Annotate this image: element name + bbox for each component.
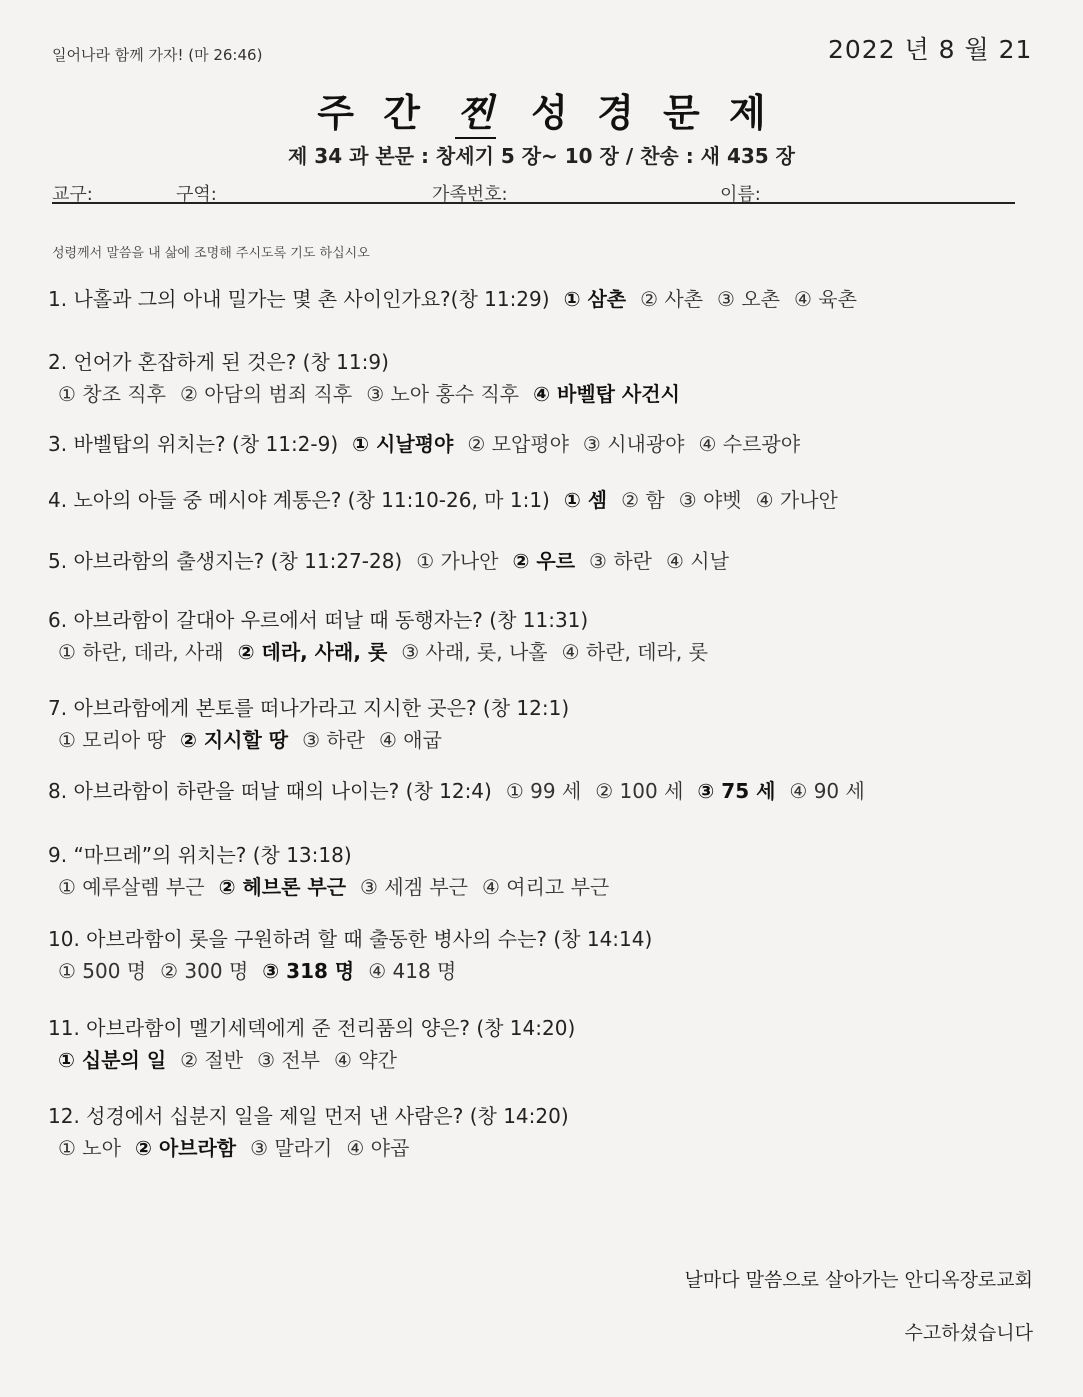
question-line xyxy=(48,839,623,871)
answer-option[interactable]: ④ 수르광야 xyxy=(698,432,801,456)
question-text: 3. 바벨탑의 위치는? (창 11:2-9) xyxy=(48,432,339,456)
answer-option[interactable]: ③ 하란 xyxy=(302,728,366,752)
answer-option[interactable]: ① 창조 직후 xyxy=(58,382,166,406)
answer-option-correct[interactable]: ③ 75 세 xyxy=(697,779,776,803)
answer-option-correct[interactable]: ① 셈 xyxy=(563,488,608,512)
answer-option[interactable]: ④ 418 명 xyxy=(368,959,457,983)
answer-option-correct[interactable]: ③ 318 명 xyxy=(262,959,355,983)
answer-option[interactable]: ③ 야벳 xyxy=(678,488,742,512)
question-text: 11. 아브라함이 멜기세덱에게 준 전리품의 양은? (창 14:20) xyxy=(48,1016,576,1040)
question-text: 1. 나홀과 그의 아내 밀가는 몇 촌 사이인가요?(창 11:29) xyxy=(48,287,550,311)
answer-option-correct[interactable]: ① 십분의 일 xyxy=(58,1048,167,1072)
thanks-note: 수고하셨습니다 xyxy=(904,1322,1033,1344)
question-line xyxy=(48,1012,589,1044)
question-12 xyxy=(48,1100,583,1164)
question-text: 6. 아브라함이 갈대아 우르에서 떠날 때 동행자는? (창 11:31) xyxy=(48,608,589,632)
question-text: 12. 성경에서 십분지 일을 제일 먼저 낸 사람은? (창 14:20) xyxy=(48,1104,569,1128)
answer-option[interactable]: ② 절반 xyxy=(180,1048,244,1072)
motto: 일어나라 함께 가자! (마 26:46) xyxy=(52,46,263,64)
church-name: 날마다 말씀으로 살아가는 안디옥장로교회 xyxy=(684,1269,1033,1291)
answer-option[interactable]: ② 함 xyxy=(621,488,665,512)
question-line xyxy=(48,545,743,577)
district-field[interactable]: 교구: xyxy=(52,184,93,205)
question-line xyxy=(48,775,879,807)
question-8 xyxy=(48,775,879,807)
prayer-instruction: 성령께서 말씀을 내 삶에 조명해 주시도록 기도 하십시오 xyxy=(52,246,370,261)
answer-option[interactable]: ④ 하란, 데라, 롯 xyxy=(561,640,708,664)
page-title xyxy=(0,82,1083,139)
question-line xyxy=(48,428,814,460)
question-5 xyxy=(48,545,743,577)
question-3 xyxy=(48,428,814,460)
answer-option[interactable]: ① 노아 xyxy=(58,1136,121,1160)
title-char: 제 xyxy=(729,91,766,135)
question-text: 4. 노아의 아들 중 메시야 계통은? (창 11:10-26, 마 1:1) xyxy=(48,488,550,512)
answer-option[interactable]: ② 모압평야 xyxy=(467,432,569,456)
answer-option[interactable]: ② 아담의 범죄 직후 xyxy=(179,382,353,406)
answer-option[interactable]: ① 하란, 데라, 사래 xyxy=(58,640,224,664)
options-line xyxy=(48,871,623,903)
answer-option-correct[interactable]: ② 데라, 사래, 롯 xyxy=(237,640,388,664)
title-char: 경 xyxy=(597,91,634,135)
question-line xyxy=(48,346,694,378)
family-no-field[interactable]: 가족번호: xyxy=(432,184,508,205)
question-line xyxy=(48,604,722,636)
answer-option[interactable]: ④ 가나안 xyxy=(755,488,838,512)
answer-option[interactable]: ③ 사래, 롯, 나홀 xyxy=(401,640,548,664)
question-2 xyxy=(48,346,694,410)
question-text: 9. “마므레”의 위치는? (창 13:18) xyxy=(48,843,352,867)
answer-option[interactable]: ④ 약간 xyxy=(334,1048,397,1072)
question-7 xyxy=(48,692,583,756)
options-line xyxy=(48,1044,589,1076)
answer-option[interactable]: ③ 전부 xyxy=(257,1048,321,1072)
answer-option[interactable]: ③ 노아 홍수 직후 xyxy=(366,382,520,406)
options-line xyxy=(48,955,666,987)
answer-option[interactable]: ④ 애굽 xyxy=(379,728,442,752)
question-text: 8. 아브라함이 하란을 떠날 때의 나이는? (창 12:4) xyxy=(48,779,492,803)
title-handwritten: 찐 xyxy=(455,82,496,139)
question-text: 7. 아브라함에게 본토를 떠나가라고 지시한 곳은? (창 12:1) xyxy=(48,696,570,720)
answer-option[interactable]: ② 100 세 xyxy=(595,779,684,803)
options-line xyxy=(48,378,694,410)
info-fields xyxy=(52,178,1015,204)
answer-option[interactable]: ① 예루살렘 부근 xyxy=(58,875,205,899)
answer-option[interactable]: ④ 시날 xyxy=(665,549,729,573)
title-char: 간 xyxy=(383,91,420,135)
question-11 xyxy=(48,1012,589,1076)
question-line xyxy=(48,692,583,724)
title-char: 주 xyxy=(317,91,354,135)
question-line xyxy=(48,484,852,516)
question-1 xyxy=(48,283,871,315)
answer-option[interactable]: ③ 오촌 xyxy=(717,287,780,311)
answer-option[interactable]: ③ 말라기 xyxy=(250,1136,333,1160)
question-10 xyxy=(48,923,666,987)
question-4 xyxy=(48,484,852,516)
answer-option-correct[interactable]: ② 지시할 땅 xyxy=(179,728,289,752)
name-field[interactable]: 이름: xyxy=(720,184,761,205)
question-text: 2. 언어가 혼잡하게 된 것은? (창 11:9) xyxy=(48,350,389,374)
answer-option-correct[interactable]: ② 헤브론 부근 xyxy=(218,875,347,899)
answer-option[interactable]: ① 500 명 xyxy=(58,959,147,983)
question-9 xyxy=(48,839,623,903)
question-line xyxy=(48,923,666,955)
answer-option-correct[interactable]: ① 시날평야 xyxy=(352,432,454,456)
question-text: 5. 아브라함의 출생지는? (창 11:27-28) xyxy=(48,549,403,573)
options-line xyxy=(48,1132,583,1164)
answer-option[interactable]: ① 가나안 xyxy=(416,549,499,573)
answer-option[interactable]: ④ 여리고 부근 xyxy=(481,875,610,899)
answer-option[interactable]: ① 99 세 xyxy=(505,779,582,803)
answer-option-correct[interactable]: ② 우르 xyxy=(512,549,576,573)
title-char: 문 xyxy=(663,91,700,135)
question-line xyxy=(48,283,871,315)
answer-option[interactable]: ③ 시내광야 xyxy=(582,432,685,456)
options-line xyxy=(48,724,583,756)
title-char: 성 xyxy=(531,91,568,135)
answer-option-correct[interactable]: ② 아브라함 xyxy=(134,1136,237,1160)
answer-option[interactable]: ④ 90 세 xyxy=(789,779,865,803)
answer-option[interactable]: ④ 야곱 xyxy=(346,1136,410,1160)
answer-option[interactable]: ② 300 명 xyxy=(160,959,249,983)
answer-option[interactable]: ③ 세겜 부근 xyxy=(360,875,468,899)
answer-option[interactable]: ③ 하란 xyxy=(589,549,652,573)
answer-option[interactable]: ① 모리아 땅 xyxy=(58,728,166,752)
options-line xyxy=(48,636,722,668)
question-line xyxy=(48,1100,583,1132)
question-6 xyxy=(48,604,722,668)
question-text: 10. 아브라함이 롯을 구원하려 할 때 출동한 병사의 수는? (창 14:14) xyxy=(48,927,653,951)
lesson-info: 제 34 과 본문 : 창세기 5 장~ 10 장 / 찬송 : 새 435 장 xyxy=(288,144,795,168)
date: 2022 년 8 월 21 xyxy=(828,35,1033,64)
zone-field[interactable]: 구역: xyxy=(176,184,217,205)
answer-option-correct[interactable]: ④ 바벨탑 사건시 xyxy=(533,382,680,406)
answer-option-correct[interactable]: ① 삼촌 xyxy=(563,287,627,311)
answer-option[interactable]: ④ 육촌 xyxy=(793,287,857,311)
answer-option[interactable]: ② 사촌 xyxy=(640,287,704,311)
